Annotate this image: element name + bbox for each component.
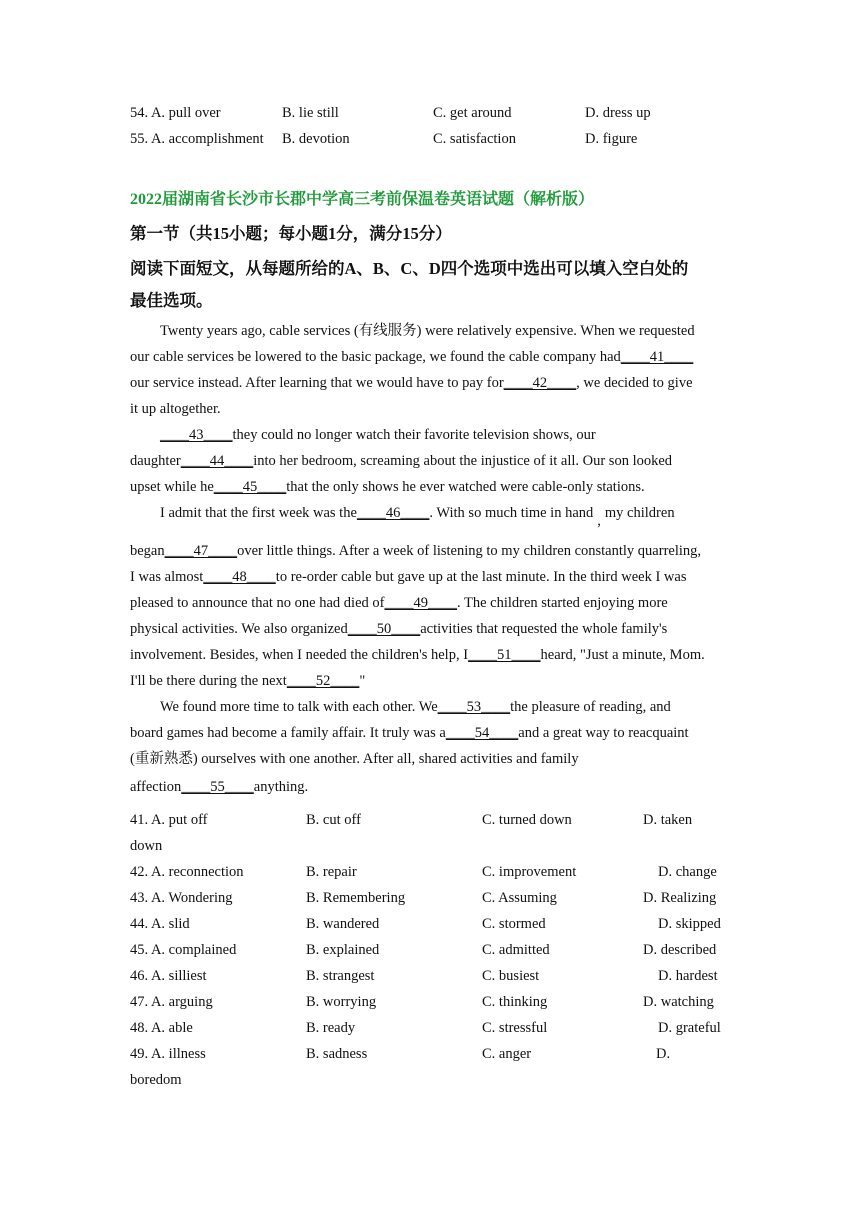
question-46-option-c: C. busiest <box>482 968 540 984</box>
question-41-option-a: 41. A. put off <box>130 812 208 828</box>
passage-line <box>130 590 740 616</box>
passage-line <box>130 318 740 344</box>
blank-48: ____48____ <box>203 569 276 585</box>
question-55-option-b: B. devotion <box>282 131 350 147</box>
passage-text: into her bedroom, screaming about the injustice of it all. Our son looked <box>253 453 673 469</box>
question-44-option-d: D. skipped <box>658 916 721 932</box>
blank-51: ____51____ <box>468 647 541 663</box>
question-54-option-b: B. lie still <box>282 105 339 121</box>
instruction-line-1: 阅读下面短文，从每题所给的A、B、C、D四个选项中选出可以填入空白处的 <box>130 259 689 278</box>
document-title: 2022届湖南省长沙市长郡中学高三考前保温卷英语试题（解析版） <box>130 191 595 208</box>
question-49-option-a: 49. A. illness <box>130 1046 206 1062</box>
question-43-option-a: 43. A. Wondering <box>130 890 233 906</box>
passage-text: our cable services be lowered to the basic package, we found the cable company had <box>130 349 621 365</box>
question-41-option-d-wrap: down <box>130 838 163 854</box>
question-49-option-d: D. <box>656 1046 671 1062</box>
passage-line <box>130 668 740 694</box>
question-54-option-a: 54. A. pull over <box>130 105 221 121</box>
passage-text: . With so much time in hand <box>429 505 594 521</box>
passage-text: that the only shows he ever watched were cable-only stations. <box>286 479 645 495</box>
passage-text: heard, "Just a minute, Mom. <box>540 647 705 663</box>
passage-text: and a great way to reacquaint <box>518 725 689 741</box>
question-41-option-d: D. taken <box>643 812 693 828</box>
question-44-option-b: B. wandered <box>306 916 380 932</box>
blank-46: ____46____ <box>356 505 430 521</box>
blank-45: ____45____ <box>213 479 287 495</box>
question-48-option-b: B. ready <box>306 1020 356 1036</box>
passage-text: to re-order cable but gave up at the last minute. In the third week I was <box>275 569 687 585</box>
blank-44: ____44____ <box>180 453 254 469</box>
question-43-option-b: B. Remembering <box>306 890 406 906</box>
passage-text: activities that requested the whole family's <box>420 621 668 637</box>
passage-line <box>130 694 740 720</box>
passage-line <box>130 448 740 474</box>
blank-49: ____49____ <box>384 595 457 611</box>
question-49-option-b: B. sadness <box>306 1046 368 1062</box>
passage-line <box>130 538 740 564</box>
question-42-option-a: 42. A. reconnection <box>130 864 244 880</box>
question-55-option-c: C. satisfaction <box>433 131 516 147</box>
passage-text: my children <box>604 505 675 521</box>
question-42-option-c: C. improvement <box>482 864 577 880</box>
passage-line <box>130 774 740 800</box>
blank-42: ____42____ <box>503 375 577 391</box>
passage-text: I was almost <box>130 569 204 585</box>
question-43-option-c: C. Assuming <box>482 890 557 906</box>
question-48-option-c: C. stressful <box>482 1020 548 1036</box>
question-44-option-a: 44. A. slid <box>130 916 190 932</box>
passage-line <box>130 746 740 772</box>
passage-text: began <box>130 543 165 559</box>
passage-text: Twenty years ago, cable services (有线服务) were relatively expensive. When we requested <box>160 323 695 339</box>
passage-line <box>130 422 740 448</box>
question-54-option-c: C. get around <box>433 105 512 121</box>
passage-line <box>130 642 740 668</box>
question-44-option-c: C. stormed <box>482 916 546 932</box>
passage-text: it up altogether. <box>130 401 221 417</box>
passage-text: (重新熟悉) ourselves with one another. After all, shared activities and family <box>130 751 579 767</box>
question-41-option-c: C. turned down <box>482 812 572 828</box>
question-46-option-b: B. strangest <box>306 968 375 984</box>
passage-text: our service instead. After learning that we would have to pay for <box>130 375 504 391</box>
passage-text: I'll be there during the next <box>130 673 287 689</box>
question-54-option-d: D. dress up <box>585 105 651 121</box>
section-header: 第一节（共15小题；每小题1分，满分15分） <box>130 224 452 243</box>
passage-line <box>130 564 740 590</box>
question-49-option-c: C. anger <box>482 1046 532 1062</box>
passage-text: We found more time to talk with each other. We <box>160 699 438 715</box>
passage-text: involvement. Besides, when I needed the children's help, I <box>130 647 469 663</box>
blank-52: ____52____ <box>286 673 360 689</box>
question-55-option-d: D. figure <box>585 131 638 147</box>
passage-text: I admit that the first week was the <box>160 505 357 521</box>
question-43-option-d: D. Realizing <box>643 890 717 906</box>
question-41-option-b: B. cut off <box>306 812 361 828</box>
passage-line <box>130 474 740 500</box>
passage-text: daughter <box>130 453 181 469</box>
passage-text: anything. <box>253 779 309 795</box>
question-46-option-d: D. hardest <box>658 968 718 984</box>
question-45-option-d: D. described <box>643 942 717 958</box>
blank-47: ____47____ <box>164 543 238 559</box>
question-49-option-d-wrap: boredom <box>130 1072 182 1088</box>
passage-text: the pleasure of reading, and <box>510 699 671 715</box>
question-42-option-d: D. change <box>658 864 717 880</box>
question-46-option-a: 46. A. silliest <box>130 968 207 984</box>
passage-text: . The children started enjoying more <box>456 595 668 611</box>
question-55-option-a: 55. A. accomplishment <box>130 131 264 147</box>
passage-text: affection <box>130 779 182 795</box>
question-47-option-d: D. watching <box>643 994 714 1010</box>
question-48-option-a: 48. A. able <box>130 1020 193 1036</box>
blank-50: ____50____ <box>347 621 421 637</box>
blank-55: ____55____ <box>181 779 254 795</box>
question-45-option-a: 45. A. complained <box>130 942 237 958</box>
passage-text: physical activities. We also organized <box>130 621 348 637</box>
passage-text: " <box>359 673 366 689</box>
passage-text: they could no longer watch their favorite television shows, our <box>232 427 596 443</box>
blank-54: ____54____ <box>445 725 519 741</box>
blank-41: ____41____ <box>620 349 694 365</box>
passage-line <box>130 616 740 642</box>
passage-text: board games had become a family affair. It truly was a <box>130 725 446 741</box>
passage-line <box>130 720 740 746</box>
passage-text: pleased to announce that no one had died of <box>130 595 385 611</box>
passage-comma: , <box>597 513 601 529</box>
passage-line <box>130 500 740 538</box>
question-45-option-b: B. explained <box>306 942 380 958</box>
passage-text: over little things. After a week of listening to my children constantly quarreling, <box>237 543 702 559</box>
instruction-line-2: 最佳选项。 <box>130 291 213 310</box>
passage-text: upset while he <box>130 479 214 495</box>
cloze-passage <box>130 318 740 800</box>
passage-line <box>130 396 740 422</box>
question-47-option-c: C. thinking <box>482 994 548 1010</box>
passage-line <box>130 370 740 396</box>
question-48-option-d: D. grateful <box>658 1020 721 1036</box>
question-42-option-b: B. repair <box>306 864 357 880</box>
question-47-option-b: B. worrying <box>306 994 377 1010</box>
question-45-option-c: C. admitted <box>482 942 550 958</box>
question-47-option-a: 47. A. arguing <box>130 994 213 1010</box>
blank-53: ____53____ <box>437 699 511 715</box>
passage-line <box>130 344 740 370</box>
blank-43: ____43____ <box>160 427 233 443</box>
passage-text: , we decided to give <box>576 375 693 391</box>
